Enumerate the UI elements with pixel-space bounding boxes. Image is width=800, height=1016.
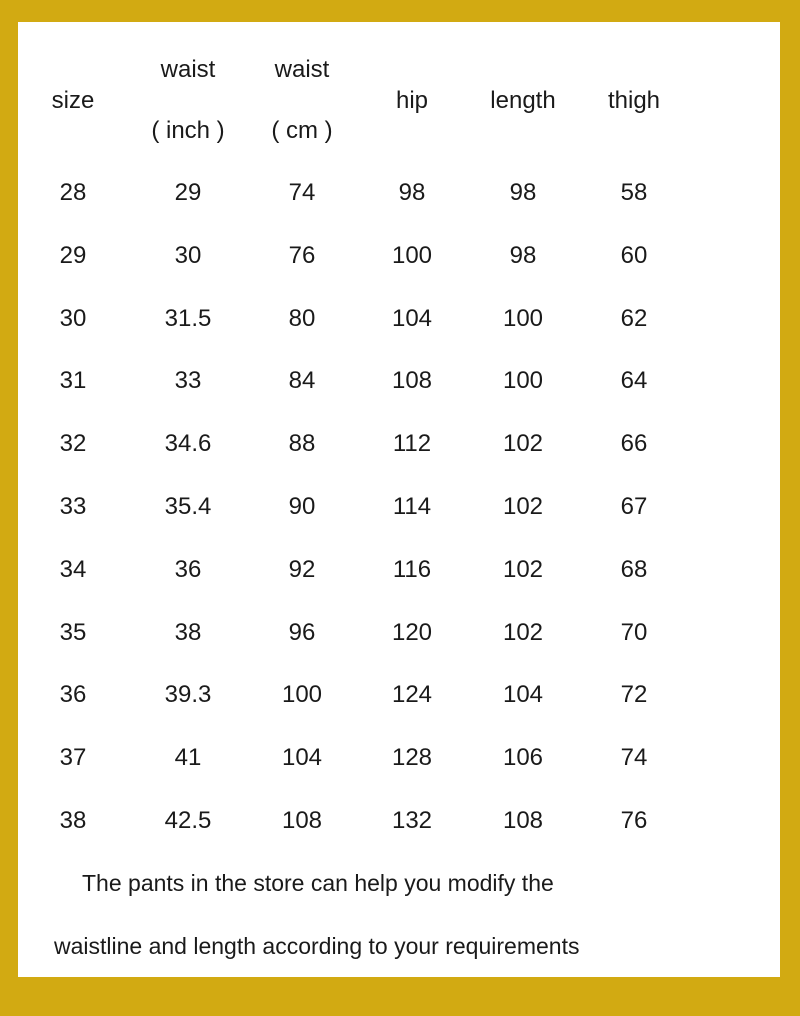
cell-waist-cm: 90 — [288, 493, 316, 520]
cell-size: 30 — [59, 304, 87, 332]
cell-length: 102 — [502, 493, 544, 520]
header-waist-cm-top: waist — [274, 56, 330, 83]
table-row — [18, 618, 780, 648]
cell-length: 102 — [502, 430, 544, 458]
header-waist-inch-unit: ( inch ) — [151, 117, 225, 144]
cell-waist-cm: 100 — [281, 681, 323, 709]
cell-hip: 108 — [391, 367, 433, 395]
cell-size: 29 — [59, 241, 87, 269]
cell-waist-inch: 42.5 — [164, 807, 212, 834]
header-waist-cm-unit: ( cm ) — [271, 117, 333, 144]
cell-length: 104 — [502, 681, 544, 709]
cell-size: 37 — [59, 744, 87, 772]
cell-waist-inch: 29 — [174, 179, 202, 206]
cell-thigh: 68 — [620, 555, 648, 583]
cell-hip: 132 — [391, 807, 433, 834]
cell-size: 35 — [59, 618, 87, 646]
table-row — [18, 555, 780, 585]
cell-waist-inch: 33 — [174, 367, 202, 395]
cell-hip: 114 — [392, 493, 432, 520]
cell-hip: 104 — [391, 304, 433, 332]
cell-waist-cm: 96 — [288, 618, 316, 646]
cell-hip: 128 — [391, 744, 433, 772]
cell-waist-inch: 36 — [174, 555, 202, 583]
cell-waist-cm: 108 — [281, 807, 323, 834]
cell-hip: 120 — [391, 618, 433, 646]
cell-hip: 116 — [392, 555, 432, 583]
cell-length: 102 — [502, 618, 544, 646]
cell-waist-inch: 41 — [174, 744, 202, 772]
cell-length: 106 — [502, 744, 544, 772]
cell-waist-cm: 88 — [288, 430, 316, 458]
cell-thigh: 70 — [620, 618, 648, 646]
cell-waist-inch: 31.5 — [164, 304, 212, 332]
cell-thigh: 72 — [620, 681, 648, 709]
cell-length: 108 — [502, 807, 544, 834]
cell-length: 100 — [502, 367, 544, 395]
cell-waist-cm: 80 — [288, 304, 316, 332]
cell-waist-inch: 34.6 — [164, 430, 212, 458]
table-row — [18, 178, 780, 208]
cell-thigh: 58 — [620, 179, 648, 206]
table-row — [18, 429, 780, 459]
table-row — [18, 806, 780, 836]
table-row — [18, 680, 780, 710]
note-line-1: The pants in the store can help you modify the — [82, 870, 554, 896]
cell-thigh: 66 — [620, 430, 648, 458]
table-row — [18, 304, 780, 334]
cell-hip: 124 — [391, 681, 433, 709]
header-length: length — [490, 87, 556, 114]
header-size: size — [51, 87, 95, 114]
table-row — [18, 241, 780, 271]
cell-waist-inch: 35.4 — [164, 493, 212, 520]
cell-length: 98 — [509, 179, 537, 206]
cell-hip: 100 — [391, 241, 433, 269]
cell-size: 34 — [59, 555, 87, 583]
cell-length: 102 — [502, 555, 544, 583]
cell-thigh: 64 — [620, 367, 648, 395]
cell-thigh: 60 — [620, 241, 648, 269]
table-row — [18, 743, 780, 773]
cell-size: 31 — [59, 367, 87, 395]
cell-waist-cm: 84 — [288, 367, 316, 395]
cell-waist-inch: 30 — [174, 241, 202, 269]
cell-waist-cm: 92 — [288, 555, 316, 583]
size-chart — [18, 22, 780, 977]
cell-size: 38 — [59, 807, 87, 834]
cell-waist-inch: 39.3 — [164, 681, 212, 709]
cell-thigh: 62 — [620, 304, 648, 332]
cell-thigh: 76 — [620, 807, 648, 834]
cell-waist-cm: 76 — [288, 241, 316, 269]
cell-thigh: 74 — [620, 744, 648, 772]
table-row — [18, 366, 780, 396]
header-waist-inch-top: waist — [160, 56, 216, 83]
note-line-2: waistline and length according to your requirements — [54, 933, 580, 959]
header-hip: hip — [395, 87, 429, 114]
cell-size: 28 — [59, 179, 87, 206]
header-thigh: thigh — [607, 87, 661, 114]
cell-hip: 112 — [392, 430, 432, 458]
cell-length: 98 — [509, 241, 537, 269]
cell-size: 33 — [59, 493, 87, 520]
cell-waist-cm: 104 — [281, 744, 323, 772]
cell-size: 32 — [59, 430, 87, 458]
cell-length: 100 — [502, 304, 544, 332]
table-row — [18, 492, 780, 522]
cell-hip: 98 — [398, 179, 426, 206]
cell-size: 36 — [59, 681, 87, 709]
cell-waist-inch: 38 — [174, 618, 202, 646]
cell-waist-cm: 74 — [288, 179, 316, 206]
cell-thigh: 67 — [620, 493, 648, 520]
